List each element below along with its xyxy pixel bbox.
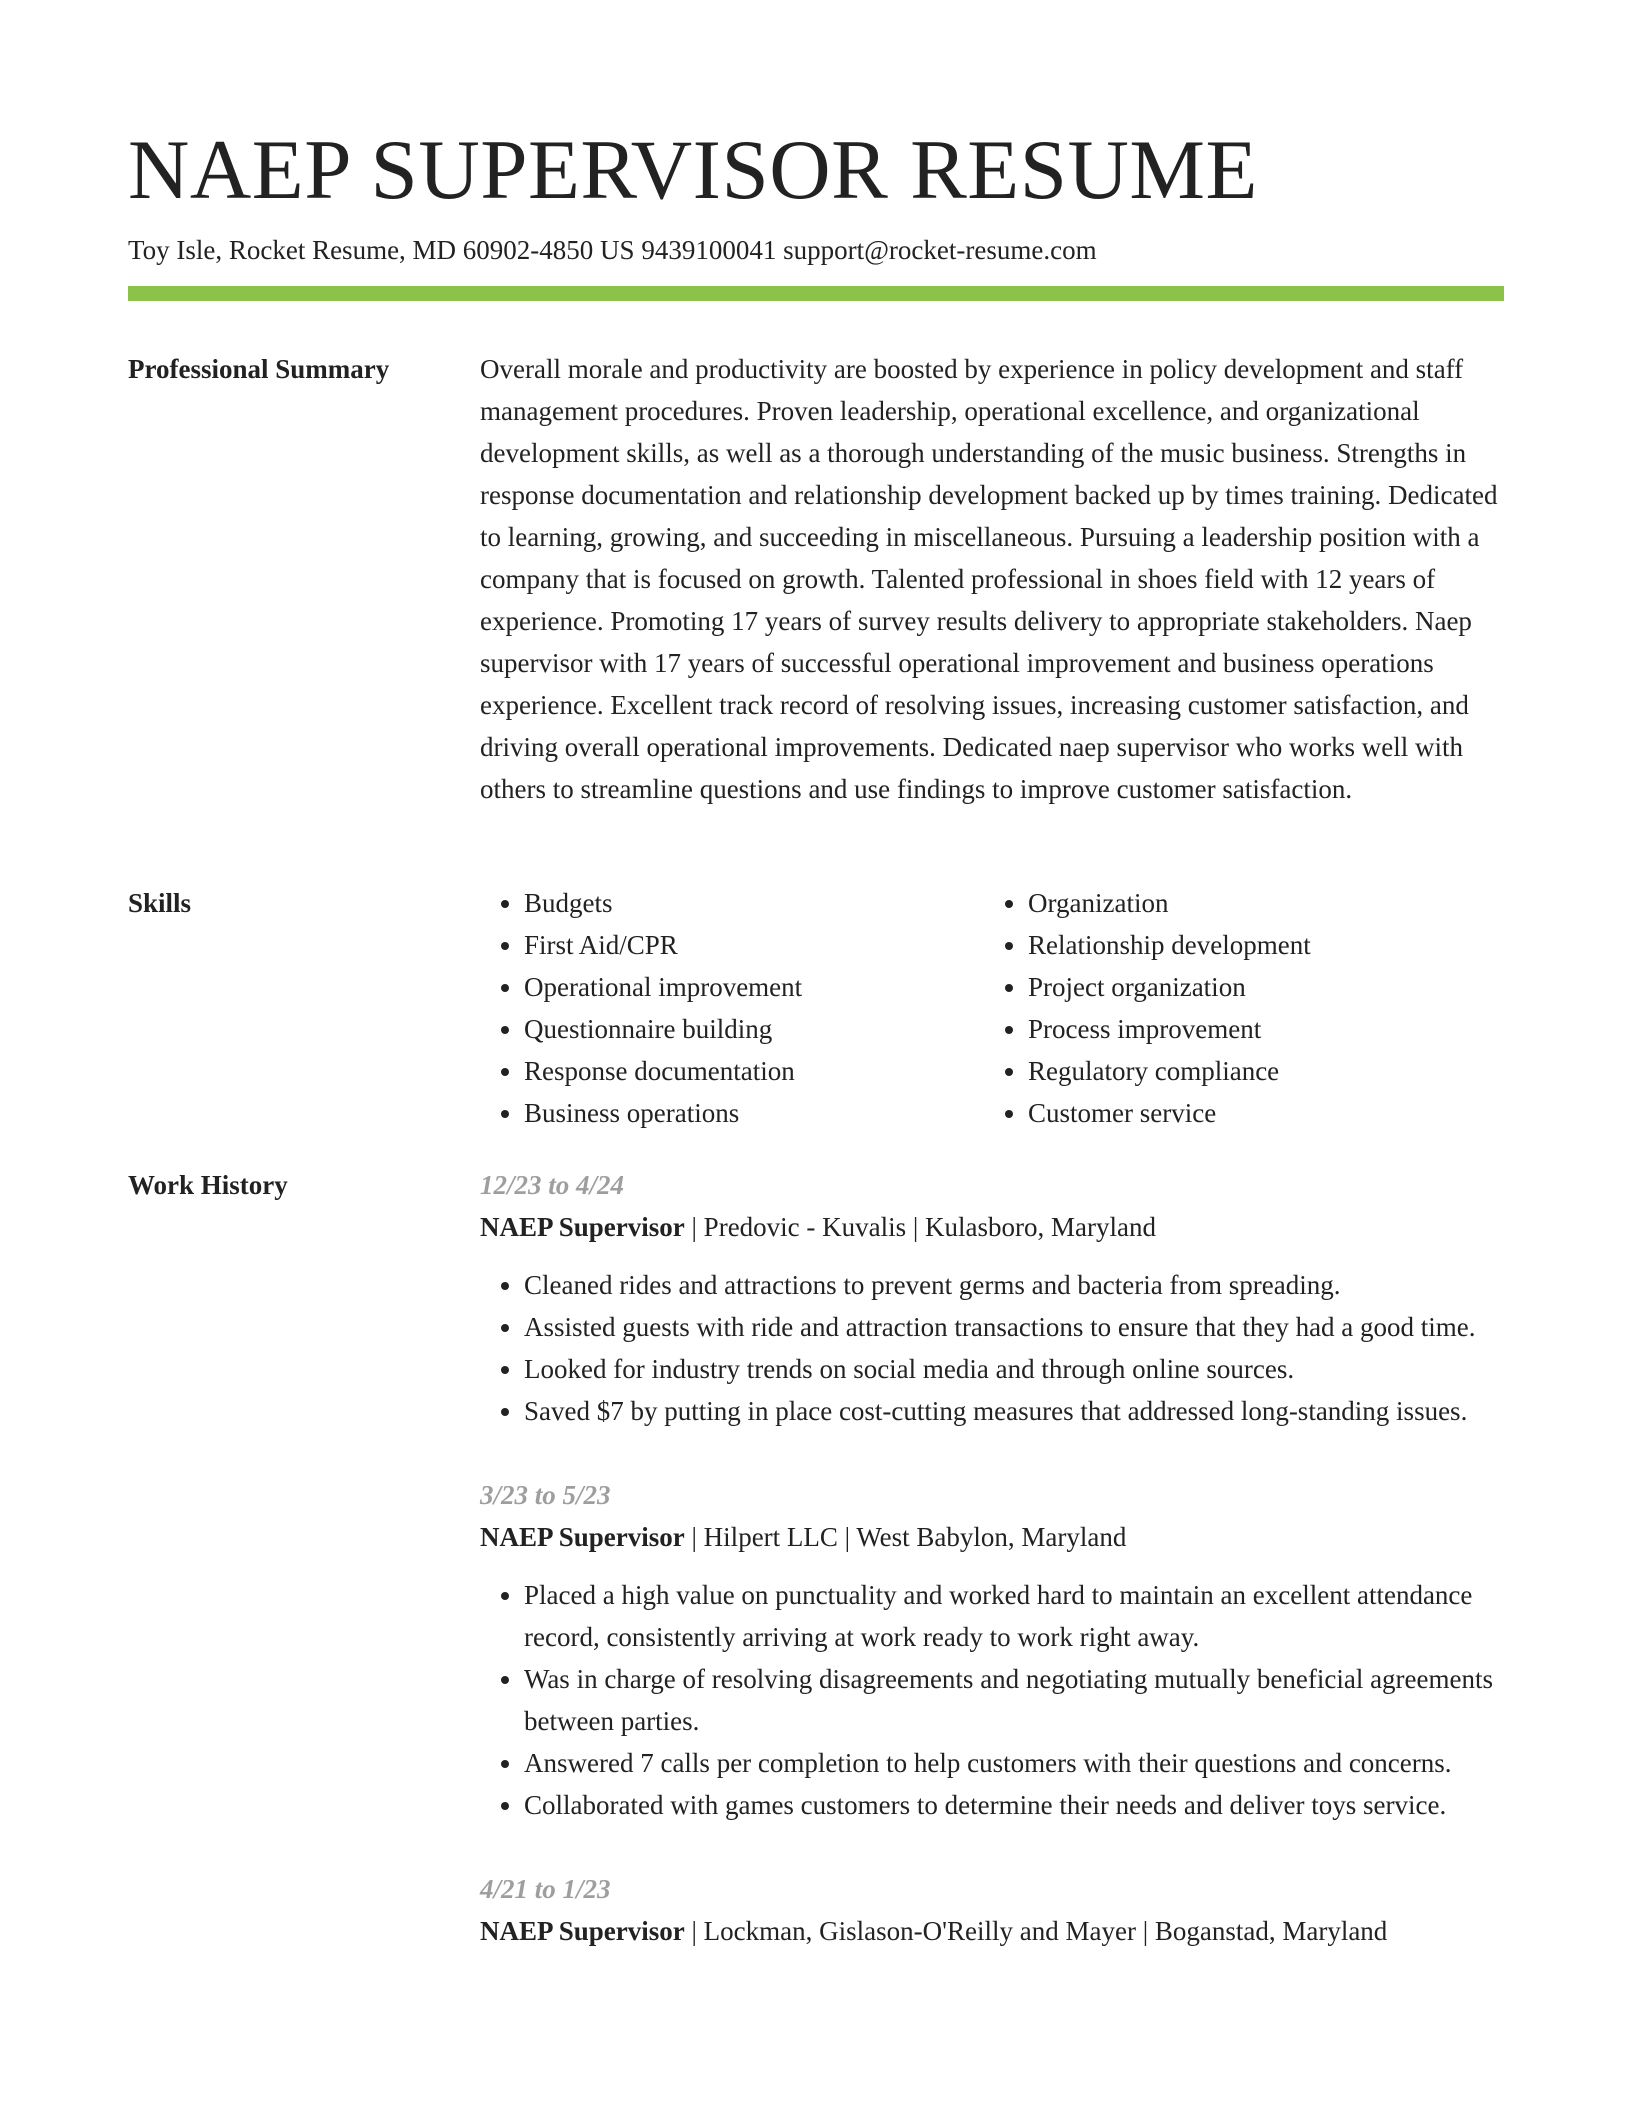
summary-section [480,348,1504,810]
skill-item: • Budgets [524,882,984,924]
skill-item: • Questionnaire building [524,1008,984,1050]
skills-grid [480,882,1504,1134]
accent-divider [128,286,1504,301]
job-title: NAEP Supervisor [480,1916,685,1946]
skill-item: • First Aid/CPR [524,924,984,966]
job-entry [480,1164,1504,1432]
job-duties [480,1264,1504,1432]
job-dates: 3/23 to 5/23 [480,1480,611,1510]
skill-item: • Project organization [1028,966,1488,1008]
job-entry [480,1474,1504,1826]
contact-line: Toy Isle, Rocket Resume, MD 60902-4850 US 9439100041 support@rocket-resume.com [128,235,1097,265]
job-dates: 12/23 to 4/24 [480,1170,625,1200]
job-heading [480,1206,1504,1248]
skills-section [480,882,1504,1134]
summary-text: Overall morale and productivity are boosted by experience in policy development and staff management procedures. Proven leadership, operational excellence, and organizational development skills, as well as a thorough understanding of the music business. Strengths in response documentation and relationship development backed up by times training. Dedicated to learning, growing, and succeeding in miscellaneous. Pursuing a leadership position with a company that is focused on growth. Talented professional in shoes field with 12 years of experience. Promoting 17 years of survey results delivery to appropriate stakeholders. Naep supervisor with 17 years of successful operational improvement and business operations experience. Excellent track record of resolving issues, increasing customer satisfaction, and driving overall operational improvements. Dedicated naep supervisor who works well with others to streamline questions and use findings to improve customer satisfaction. [480,354,1498,804]
work-history-heading: Work History [128,1170,288,1200]
duty-item: • Cleaned rides and attractions to prevent germs and bacteria from spreading. [524,1264,1504,1306]
skill-item: • Relationship development [1028,924,1488,966]
skills-column-right [984,882,1488,1134]
skills-column-left [480,882,984,1134]
job-title: NAEP Supervisor [480,1212,685,1242]
summary-heading: Professional Summary [128,354,390,384]
job-duties [480,1574,1504,1826]
duty-item: • Saved $7 by putting in place cost-cutting measures that addressed long-standing issues. [524,1390,1504,1432]
duty-item: • Looked for industry trends on social media and through online sources. [524,1348,1504,1390]
job-dates: 4/21 to 1/23 [480,1874,611,1904]
job-heading [480,1516,1504,1558]
skill-item: • Customer service [1028,1092,1488,1134]
skill-item: • Operational improvement [524,966,984,1008]
skill-item: • Business operations [524,1092,984,1134]
skill-item: • Organization [1028,882,1488,924]
duty-item: • Answered 7 calls per completion to help customers with their questions and concerns. [524,1742,1504,1784]
skill-item: • Process improvement [1028,1008,1488,1050]
job-employer-location: | Predovic - Kuvalis | Kulasboro, Maryland [684,1212,1157,1242]
duty-item: • Collaborated with games customers to determine their needs and deliver toys service. [524,1784,1504,1826]
resume-title: NAEP SUPERVISOR RESUME [128,123,1258,217]
duty-item: • Was in charge of resolving disagreements and negotiating mutually beneficial agreements between parties. [524,1658,1504,1742]
job-employer-location: | Hilpert LLC | West Babylon, Maryland [684,1522,1127,1552]
work-history-section [480,1164,1504,1994]
job-title: NAEP Supervisor [480,1522,685,1552]
job-heading [480,1910,1504,1952]
duty-item: • Assisted guests with ride and attraction transactions to ensure that they had a good time. [524,1306,1504,1348]
skill-item: • Response documentation [524,1050,984,1092]
job-entry [480,1868,1504,1952]
job-employer-location: | Lockman, Gislason-O'Reilly and Mayer | Boganstad, Maryland [684,1916,1388,1946]
duty-item: • Placed a high value on punctuality and worked hard to maintain an excellent attendance record, consistently arriving at work ready to work right away. [524,1574,1504,1658]
skill-item: • Regulatory compliance [1028,1050,1488,1092]
skills-heading: Skills [128,888,192,918]
